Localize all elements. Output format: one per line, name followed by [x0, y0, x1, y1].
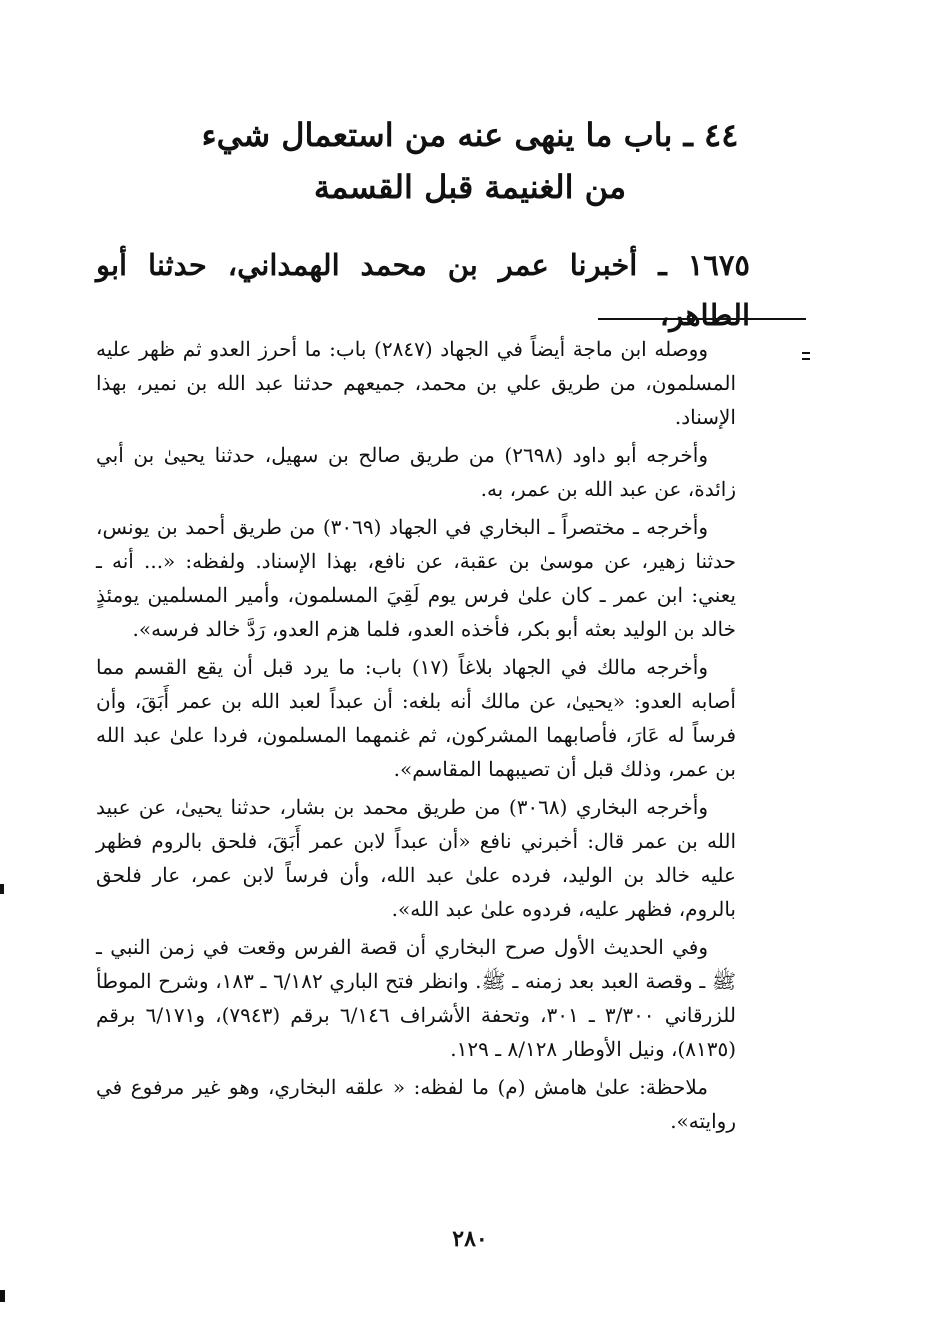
- footnote-paragraph: وأخرجه مالك في الجهاد بلاغاً (١٧) باب: ما يرد قبل أن يقع القسم مما أصابه العدو: «يحيىٰ، عن مالك أنه بلغه: أن عبداً لعبد الله بن عمر أَبَقَ، وأن فرساً له عَارَ، فأصابهما المشركون، ثم غنمهما المسلمون، فردا علىٰ عبد الله بن عمر، وذلك قبل أن تصيبهما المقاسم».: [96, 655, 736, 781]
- hadith-text: ١٦٧٥ ـ أخبرنا عمر بن محمد الهمداني، حدثنا أبو الطاهر،: [96, 248, 750, 332]
- footnote-paragraph: ووصله ابن ماجة أيضاً في الجهاد (٢٨٤٧) باب: ما أحرز العدو ثم ظهر عليه المسلمون، من طريق علي بن محمد، جميعهم حدثنا عبد الله بن نمير، بهذا الإسناد.: [96, 337, 736, 429]
- footnote-paragraph: وأخرجه أبو داود (٢٦٩٨) من طريق صالح بن سهيل، حدثنا يحيىٰ بن أبي زائدة، عن عبد الله بن عمر، به.: [96, 443, 736, 501]
- footnote-paragraph: ملاحظة: علىٰ هامش (م) ما لفظه: « علقه البخاري، وهو غير مرفوع في روايته».: [96, 1075, 736, 1133]
- page-number: ٢٨٠: [452, 1226, 488, 1252]
- chapter-title-line-2: من الغنيمة قبل القسمة: [313, 168, 627, 206]
- margin-mark: [802, 352, 810, 354]
- scan-mark: [0, 1290, 5, 1302]
- scan-mark: [0, 884, 4, 894]
- footnote-paragraph: وفي الحديث الأول صرح البخاري أن قصة الفرس وقعت في زمن النبي ـ ﷺ ـ وقصة العبد بعد زمنه ـ ﷺ. وانظر فتح الباري ٦/١٨٢ ـ ١٨٣، وشرح الموطأ للزرقاني ٣/٣٠٠ ـ ٣٠١، وتحفة الأشراف ٦/١٤٦ برقم (٧٩٤٣)، و٦/١٧١ برقم (٨١٣٥)، ونيل الأوطار ٨/١٢٨ ـ ١٢٩.: [96, 935, 737, 1061]
- chapter-title-line-1: ٤٤ ـ باب ما ينهى عنه من استعمال شيء: [201, 116, 739, 154]
- footnote-paragraph: وأخرجه البخاري (٣٠٦٨) من طريق محمد بن بشار، حدثنا يحيىٰ، عن عبيد الله بن عمر قال: أخبرني نافع «أن عبداً لابن عمر أَبَقَ، فلحق بالروم فظهر عليه خالد بن الوليد، فرده علىٰ عبد الله، وأن فرساً لابن عمر، عار فلحق بالروم، فظهر عليه، فردوه علىٰ عبد الله».: [96, 795, 736, 921]
- margin-mark: [802, 358, 810, 360]
- footnote-paragraph: وأخرجه ـ مختصراً ـ البخاري في الجهاد (٣٠٦٩) من طريق أحمد بن يونس، حدثنا زهير، عن موسىٰ بن عقبة، عن نافع، بهذا الإسناد. ولفظه: «... أنه ـ يعني: ابن عمر ـ كان علىٰ فرس يوم لَقِيَ المسلمون، وأمير المسلمين يومئذٍ خالد بن الوليد بعثه أبو بكر، فأخذه العدو، فلما هزم العدو، رَدَّ خالد فرسه».: [96, 515, 736, 641]
- footnote-separator: [598, 318, 806, 320]
- footnotes: [96, 332, 736, 1142]
